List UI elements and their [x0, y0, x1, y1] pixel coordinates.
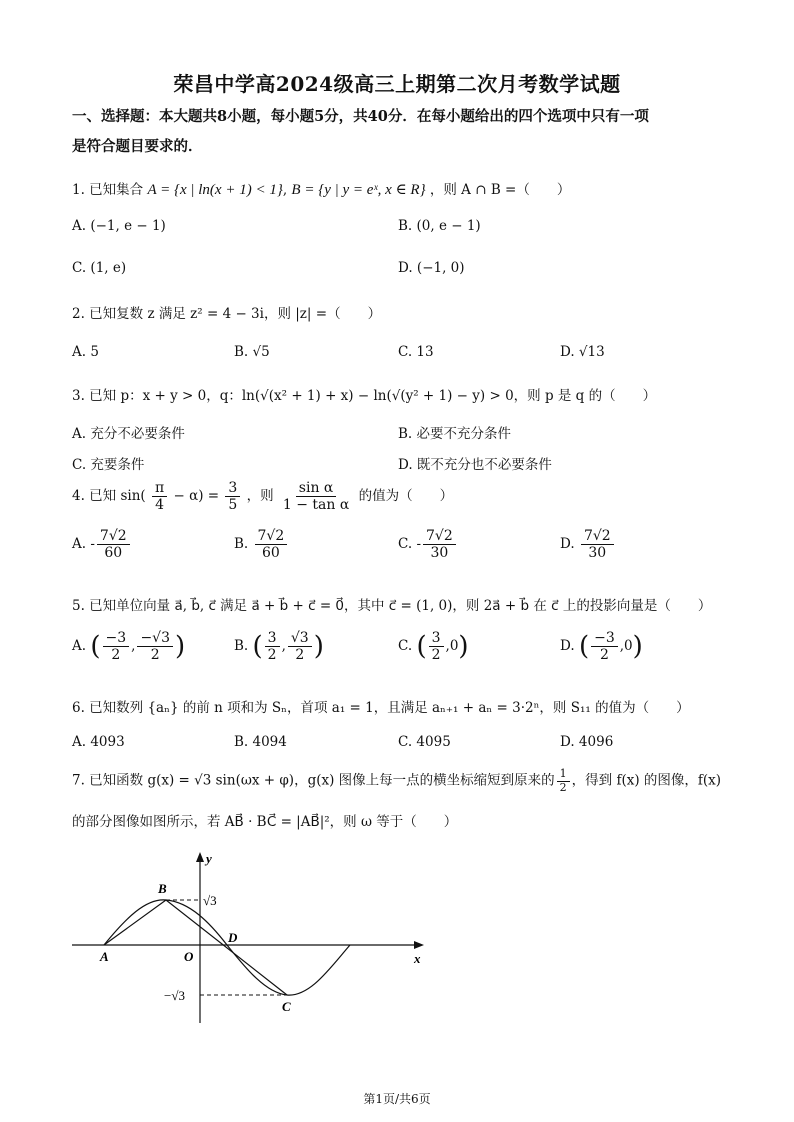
- q1-option-d[interactable]: D. (−1, 0): [398, 260, 465, 276]
- q5-option-d[interactable]: D. ( $\frac{-3}{2}$ ,0): [560, 630, 643, 664]
- section-heading: 一、选择题：本大题共8小题，每小题5分，共40分．在每小题给出的四个选项中只有一项 是符合题目要求的．: [72, 108, 649, 155]
- page-footer: 第1页/共6页: [363, 1092, 431, 1106]
- q2-option-c[interactable]: C. 13: [398, 344, 434, 360]
- q4-option-b[interactable]: B. $\frac{7√2}{60}$: [234, 528, 289, 561]
- question-6-stem: 6. 已知数列 {aₙ} 的前 n 项和为 Sₙ，首项 a₁ = 1，且满足 aₙ₊₁ + aₙ = 3·2ⁿ，则 S₁₁ 的值为（ ）: [72, 700, 690, 716]
- q2-option-a[interactable]: A. 5: [72, 344, 99, 360]
- q6-option-b[interactable]: B. 4094: [234, 734, 287, 750]
- q4-option-d[interactable]: D. $\frac{7√2}{30}$: [560, 528, 616, 561]
- q4-option-a[interactable]: A. - $\frac{7√2}{60}$: [72, 528, 132, 561]
- pi-over-4-fraction: $\frac{\pi}{4}$: [152, 480, 167, 513]
- q3-option-c[interactable]: C. 充要条件: [72, 457, 145, 473]
- question-1-stem: 1. 已知集合 A = {x | ln(x + 1) < 1}, B = {y | y = eˣ, x ∈ R} ，则 A ∩ B =（ ）: [72, 182, 571, 198]
- q5-option-a[interactable]: A. ( $\frac{-3}{2}$ , $\frac{-√3}{2}$ ): [72, 630, 186, 664]
- label-origin: O: [184, 949, 194, 964]
- label-d: D: [228, 930, 238, 945]
- q1-option-c[interactable]: C. (1, e): [72, 260, 127, 276]
- question-5-stem: 5. 已知单位向量 a⃗, b⃗, c⃗ 满足 a⃗ + b⃗ + c⃗ = 0⃗，其中 c⃗ = (1, 0)，则 2a⃗ + b⃗ 在 c⃗ 上的投影向量是（ ）: [72, 598, 712, 614]
- q5-option-b[interactable]: B. ( $\frac{3}{2}$ , $\frac{√3}{2}$ ): [234, 630, 324, 664]
- q4-option-c[interactable]: C. - $\frac{7√2}{30}$: [398, 528, 458, 561]
- y-axis-arrow: [196, 852, 204, 862]
- q3-option-a[interactable]: A. 充分不必要条件: [72, 426, 185, 442]
- q3-option-b[interactable]: B. 必要不充分条件: [398, 426, 512, 442]
- label-sqrt3: √3: [203, 893, 217, 908]
- label-neg-sqrt3: −√3: [164, 988, 185, 1003]
- q5-option-c[interactable]: C. ( $\frac{3}{2}$ ,0): [398, 630, 469, 664]
- x-axis-arrow: [414, 941, 424, 949]
- question-3-stem: 3. 已知 p：x + y > 0，q：ln(√(x² + 1) + x) − ln(√(y² + 1) − y) > 0，则 p 是 q 的（ ）: [72, 388, 657, 404]
- q6-option-a[interactable]: A. 4093: [72, 734, 125, 750]
- sin-over-tan-fraction: $\frac{\text{sin α}}{\text{1 − tan α}}$: [282, 480, 350, 514]
- q6-option-d[interactable]: D. 4096: [560, 734, 614, 750]
- page-title: 荣昌中学高2024级高三上期第二次月考数学试题: [173, 72, 621, 96]
- q7-sine-graph: [60, 848, 440, 1028]
- question-7-stem-line1: 7. 已知函数 g(x) = √3 sin(ωx + φ)，g(x) 图像上每一点的横坐标缩短到原来的 $\frac{1}{2}$ ，得到 f(x) 的图像，f(x): [72, 767, 722, 794]
- label-b: B: [158, 881, 167, 896]
- q2-option-b[interactable]: B. √5: [234, 344, 270, 360]
- question-2-stem: 2. 已知复数 z 满足 z² = 4 − 3i，则 |z| =（ ）: [72, 306, 382, 322]
- q6-option-c[interactable]: C. 4095: [398, 734, 451, 750]
- label-c: C: [282, 999, 291, 1014]
- q2-option-d[interactable]: D. √13: [560, 344, 605, 360]
- three-fifths-fraction: $\frac{3}{5}$: [225, 480, 240, 513]
- q3-option-d[interactable]: D. 既不充分也不必要条件: [398, 457, 552, 473]
- label-x: x: [414, 951, 421, 966]
- question-7-stem-line2: 的部分图像如图所示，若 AB⃗ · BC⃗ = |AB⃗|²，则 ω 等于（ ）: [72, 814, 458, 830]
- q1-option-b[interactable]: B. (0, e − 1): [398, 218, 481, 234]
- question-4-stem: 4. 已知 sin( $\frac{\pi}{4}$ − α) = $\frac{3}{5}$ ，则 $\frac{\text{sin α}}{\text{1 − tan α}}$ 的值为（ ）: [72, 480, 454, 514]
- label-y: y: [206, 851, 212, 866]
- q1-option-a[interactable]: A. (−1, e − 1): [72, 218, 166, 234]
- label-a: A: [100, 949, 109, 964]
